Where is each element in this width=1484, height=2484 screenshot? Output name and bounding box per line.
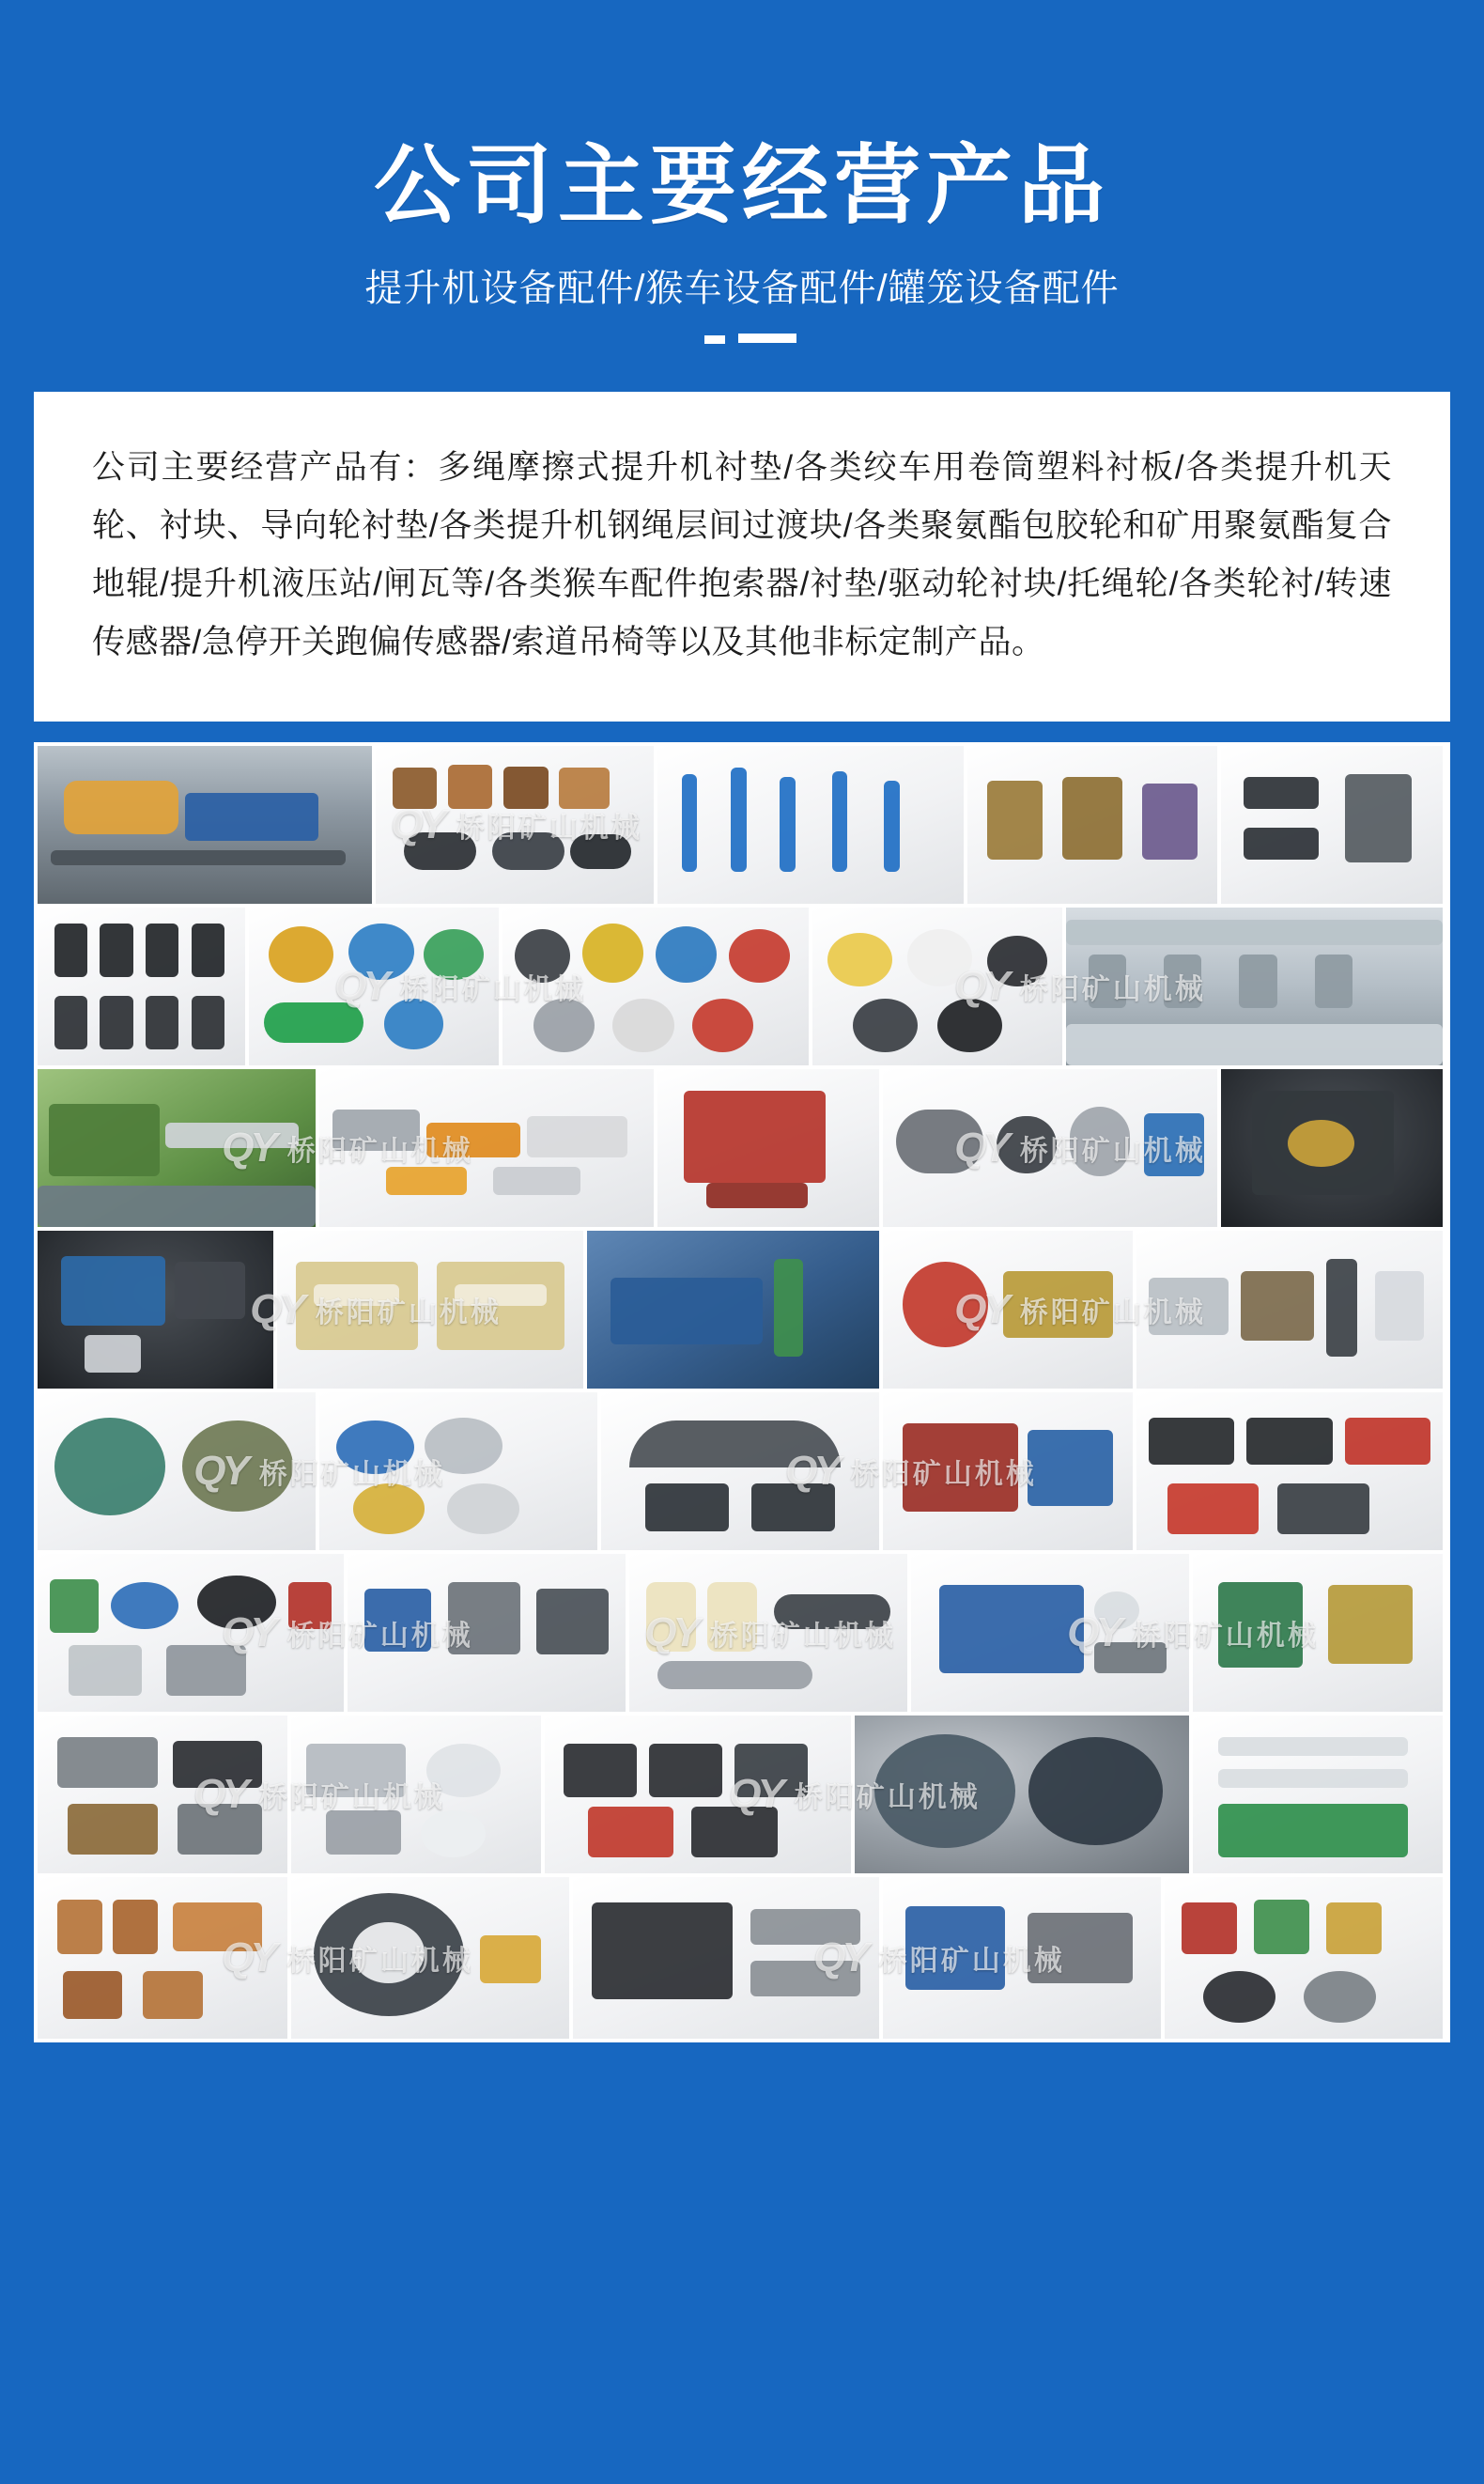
watermark-text: 桥阳矿山机械	[286, 1135, 473, 1167]
product-photo-rope-grippers[interactable]	[657, 746, 967, 904]
product-photo-brake-shoes[interactable]	[376, 746, 657, 904]
watermark-mark: QY	[222, 1933, 274, 1980]
watermark-mark: QY	[954, 1124, 1007, 1171]
product-photo-sheave-wheel[interactable]	[291, 1877, 573, 2039]
watermark-mark: QY	[729, 1770, 781, 1817]
product-photo-reducer-housing[interactable]	[38, 1392, 319, 1550]
product-photo-gearbox[interactable]	[1221, 1069, 1446, 1227]
watermark-mark: QY	[193, 1447, 246, 1494]
gallery-row	[38, 1069, 1446, 1231]
gallery-row	[38, 1392, 1446, 1554]
watermark-mark: QY	[644, 1608, 697, 1655]
watermark-mark: QY	[813, 1933, 866, 1980]
product-photo-machining-lathe[interactable]	[38, 1069, 319, 1227]
product-photo-junction-boxes[interactable]	[1136, 1231, 1446, 1389]
watermark-mark: QY	[193, 1770, 246, 1817]
product-photo-valves-hoses[interactable]	[38, 1554, 348, 1712]
product-photo-disc-segments[interactable]	[601, 1392, 883, 1550]
gallery-row	[38, 1716, 1446, 1877]
product-photo-copper-liners[interactable]	[38, 1877, 291, 2039]
watermark-mark: QY	[1067, 1608, 1120, 1655]
description-text: 公司主要经营产品有：多绳摩擦式提升机衬垫/各类绞车用卷筒塑料衬板/各类提升机天轮、衬块、导向轮衬垫/各类提升机钢绳层间过渡块/各类聚氨酯包胶轮和矿用聚氨酯复合地辊/提升机液压站/闸瓦等/各类猴车配件抱索器/衬垫/驱动轮衬块/托绳轮/各类轮衬/转速传感器/急停开关跑偏传感器/索道吊椅等以及其他非标定制产品。	[92, 448, 1392, 661]
watermark-text: 桥阳矿山机械	[1019, 1135, 1206, 1167]
watermark-text: 桥阳矿山机械	[850, 1458, 1037, 1490]
watermark-mark: QY	[250, 1285, 302, 1332]
divider-bar	[738, 334, 796, 343]
gallery-row	[38, 908, 1446, 1069]
watermark-text: 桥阳矿山机械	[258, 1458, 445, 1490]
product-photo-radiator-unit[interactable]	[573, 1877, 883, 2039]
gallery-row	[38, 1554, 1446, 1716]
watermark-mark: QY	[222, 1124, 274, 1171]
product-photo-bracket-set[interactable]	[1221, 746, 1446, 904]
product-photo-hook-brackets[interactable]	[883, 1877, 1165, 2039]
page-subtitle: 提升机设备配件/猴车设备配件/罐笼设备配件	[364, 267, 1120, 309]
watermark-mark: QY	[785, 1447, 838, 1494]
watermark-text: 桥阳矿山机械	[315, 1296, 502, 1328]
watermark-text: 桥阳矿山机械	[1019, 1296, 1206, 1328]
title-divider	[648, 320, 836, 358]
product-photo-green-liner-plates[interactable]	[1193, 1716, 1446, 1873]
product-photo-brake-unit[interactable]	[657, 1069, 883, 1227]
product-photo-pressure-gauges[interactable]	[291, 1716, 545, 1873]
divider-dash	[704, 335, 725, 344]
product-photo-misc-fittings[interactable]	[1165, 1877, 1446, 2039]
product-photo-urethane-rollers[interactable]	[629, 1554, 911, 1712]
product-photo-winch-drum[interactable]	[855, 1716, 1193, 1873]
product-photo-solenoid-coils[interactable]	[545, 1716, 855, 1873]
poster-header	[0, 0, 1484, 358]
watermark-mark: QY	[222, 1608, 274, 1655]
product-photo-clamp-devices[interactable]	[967, 746, 1221, 904]
gallery-row	[38, 746, 1446, 908]
product-photo-polyurethane-rings[interactable]	[812, 908, 1066, 1065]
watermark-mark: QY	[334, 962, 387, 1009]
watermark-text: 桥阳矿山机械	[709, 1620, 896, 1652]
gallery-row	[38, 1231, 1446, 1392]
product-photo-hydraulic-valve-blocks[interactable]	[38, 1716, 291, 1873]
product-photo-explosion-proof-boxes[interactable]	[277, 1231, 587, 1389]
watermark-text: 桥阳矿山机械	[258, 1781, 445, 1813]
product-photo-sensor-parts[interactable]	[883, 1069, 1221, 1227]
watermark-mark: QY	[954, 1285, 1007, 1332]
product-photo-pulley-wheels[interactable]	[502, 908, 812, 1065]
watermark-text: 桥阳矿山机械	[794, 1781, 981, 1813]
product-photo-stop-valves[interactable]	[1193, 1554, 1446, 1712]
product-photo-installed-rollers[interactable]	[1066, 908, 1446, 1065]
product-photo-speed-sensor[interactable]	[883, 1231, 1136, 1389]
product-photo-brake-pads[interactable]	[1136, 1392, 1446, 1550]
watermark-text: 桥阳矿山机械	[399, 973, 586, 1005]
watermark-mark: QY	[391, 800, 443, 847]
product-photo-hydraulic-cylinders[interactable]	[319, 1069, 657, 1227]
watermark-text: 桥阳矿山机械	[286, 1945, 473, 1977]
watermark-text: 桥阳矿山机械	[878, 1945, 1065, 1977]
watermark-text: 桥阳矿山机械	[1132, 1620, 1319, 1652]
product-photo-blue-chassis[interactable]	[587, 1231, 883, 1389]
product-photo-hoist-machine[interactable]	[38, 746, 376, 904]
product-photo-motor-assembly[interactable]	[883, 1392, 1136, 1550]
product-photo-limit-switches[interactable]	[348, 1554, 629, 1712]
description-card	[34, 392, 1450, 722]
gallery-row	[38, 1877, 1446, 2039]
product-photo-liner-blocks[interactable]	[38, 908, 249, 1065]
page-title: 公司主要经营产品	[373, 138, 1110, 234]
watermark-text: 桥阳矿山机械	[1019, 973, 1206, 1005]
watermark-mark: QY	[954, 962, 1007, 1009]
product-gallery	[34, 742, 1450, 2042]
product-photo-hydraulic-station[interactable]	[911, 1554, 1193, 1712]
watermark-text: 桥阳矿山机械	[456, 812, 642, 844]
product-photo-control-cabinet[interactable]	[38, 1231, 277, 1389]
watermark-text: 桥阳矿山机械	[286, 1620, 473, 1652]
product-photo-seal-rings[interactable]	[319, 1392, 601, 1550]
product-photo-roller-wheels[interactable]	[249, 908, 502, 1065]
